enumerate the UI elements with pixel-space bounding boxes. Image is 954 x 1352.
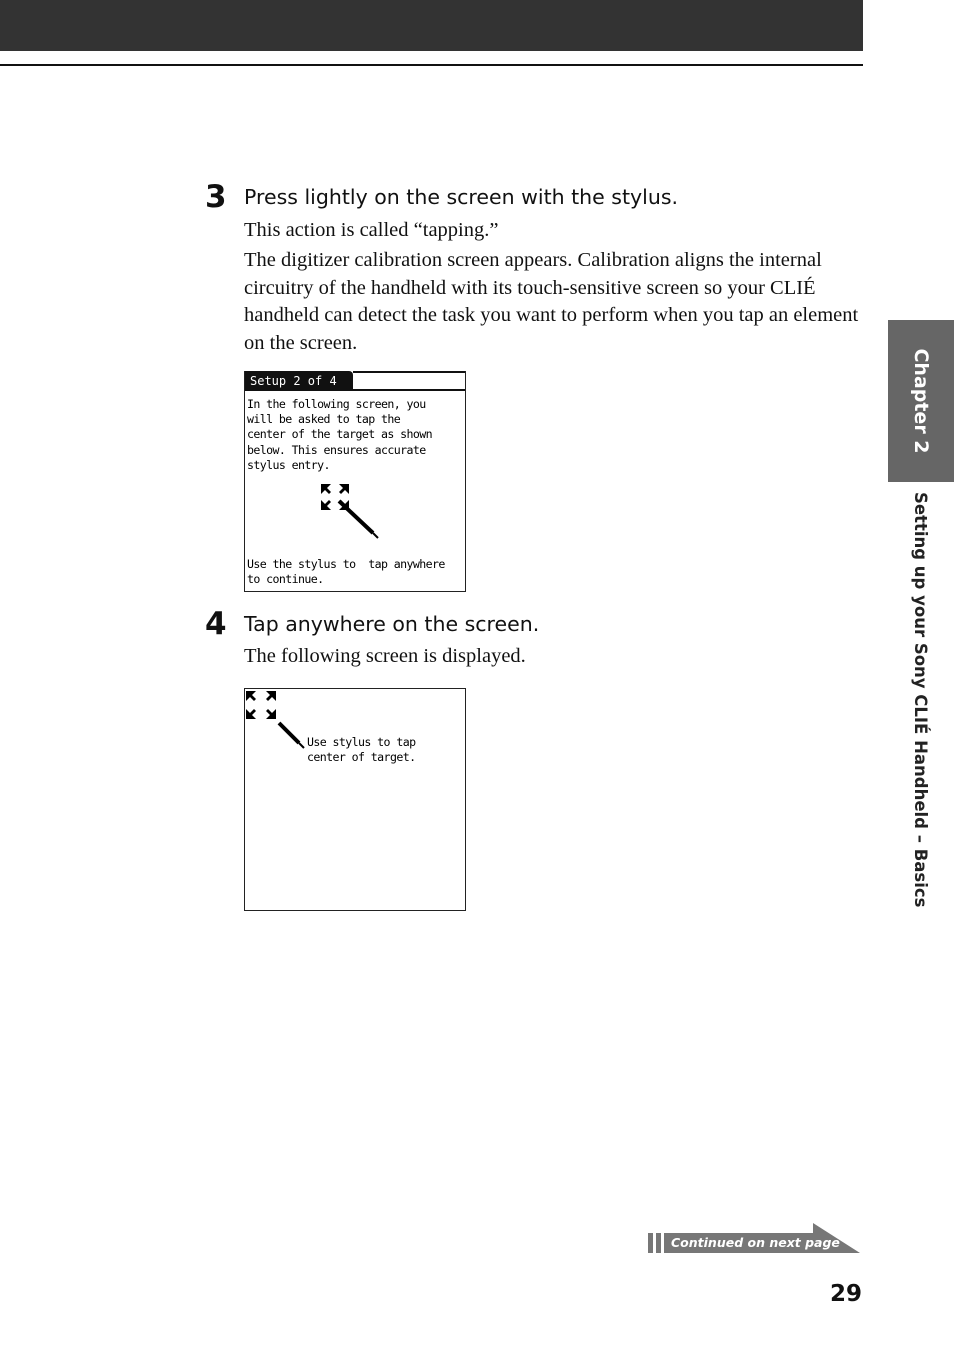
step-3-title: Press lightly on the screen with the stylus.: [244, 185, 679, 209]
setup-footer-instruction: Use the stylus to tap anywhere to continue.: [247, 557, 445, 586]
step-4-paragraph-1: The following screen is displayed.: [244, 645, 526, 667]
step-4-number: 4: [205, 606, 227, 642]
setup-instructions: In the following screen, you will be asked to tap the center of the target as shown below. This ensures accurate stylus entry.: [247, 397, 433, 472]
section-title: Setting up your Sony CLIÉ Handheld – Basics: [911, 492, 930, 908]
calibration-message: Use stylus to tap center of target.: [307, 735, 416, 765]
continued-banner: [648, 1223, 862, 1255]
calibration-screen: [244, 688, 466, 911]
page-number: 29: [829, 1281, 862, 1307]
chapter-tab: [888, 320, 954, 482]
section-title-vertical: [910, 492, 934, 922]
step-4-title: Tap anywhere on the screen.: [244, 612, 540, 636]
header-rule: [0, 64, 863, 66]
step-3-paragraph-1: This action is called “tapping.”: [244, 219, 499, 241]
chapter-label: Chapter 2: [910, 348, 932, 454]
step-3-number: 3: [205, 179, 227, 215]
title-underline: [353, 389, 465, 391]
target-with-stylus-icon: [245, 689, 307, 751]
step-3-paragraph-2: The digitizer calibration screen appears. Calibration aligns the internal circuitry of the handheld with its touch-sensitive screen so your CLIÉ handheld can detect the task you want to perform when you tap an element on the screen.: [244, 249, 859, 354]
target-with-stylus-icon: [319, 481, 381, 543]
header-bar: [0, 0, 863, 51]
title-top-line: [353, 371, 465, 373]
setup-title-tab: Setup 2 of 4: [245, 371, 353, 391]
setup-screen: [244, 371, 466, 592]
continued-text: Continued on next page: [671, 1235, 840, 1250]
